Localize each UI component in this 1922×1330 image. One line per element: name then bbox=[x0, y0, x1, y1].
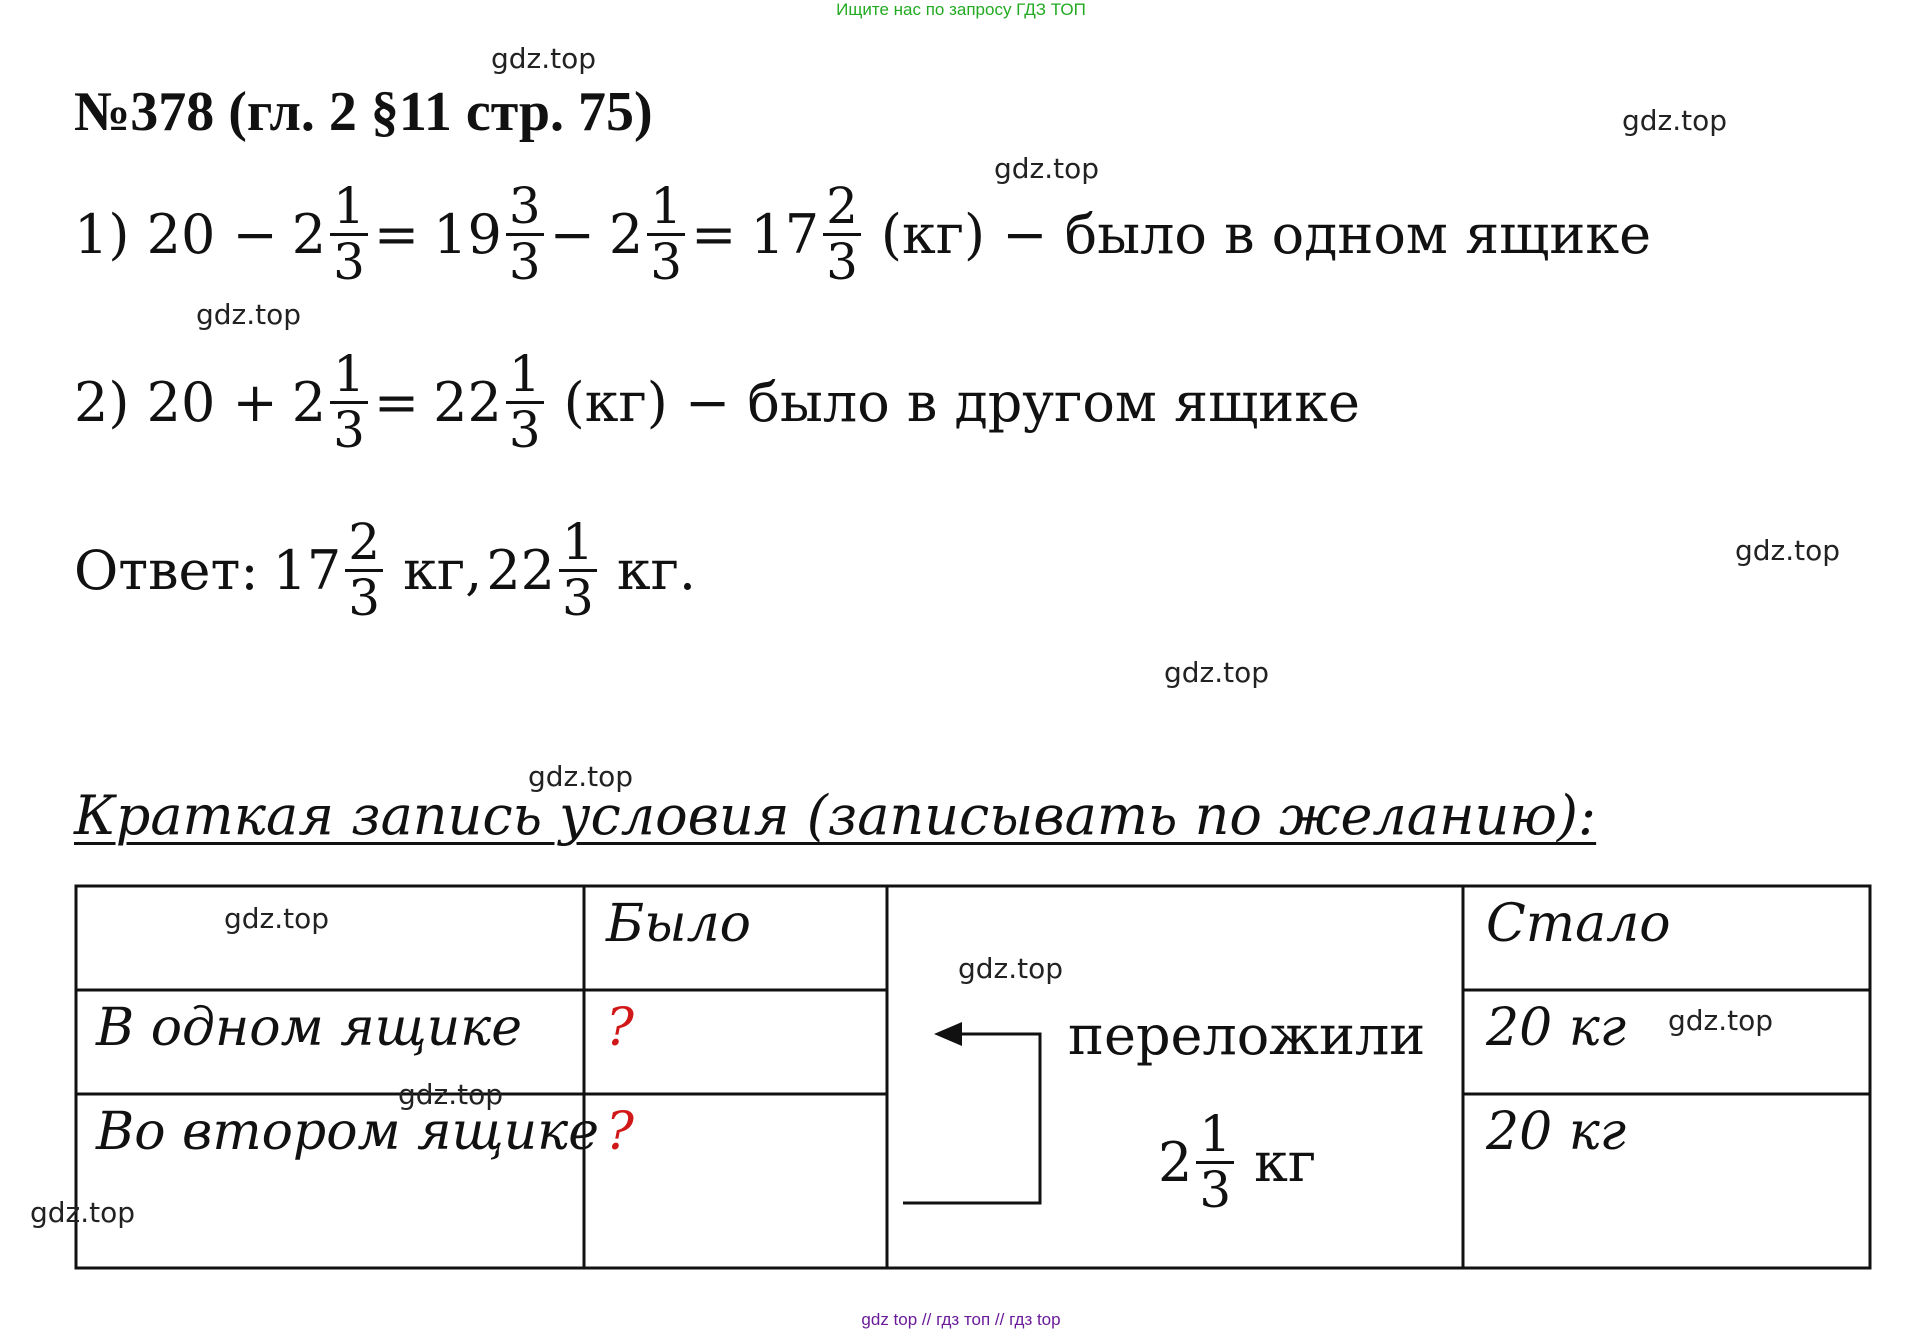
footer-text: gdz top // гдз топ // гдз top bbox=[861, 1310, 1061, 1329]
watermark: gdz.top bbox=[491, 42, 597, 75]
denominator: 3 bbox=[823, 233, 861, 289]
answer-prefix: Ответ: bbox=[74, 538, 259, 602]
watermark: gdz.top bbox=[1164, 656, 1270, 689]
answer-unit: кг, bbox=[403, 538, 483, 602]
numerator: 1 bbox=[333, 345, 365, 403]
row-label-second-box: Во втором ящике bbox=[96, 1102, 599, 1162]
moved-unit: кг bbox=[1254, 1130, 1317, 1194]
step-1-prefix: 1) 20 − bbox=[74, 202, 278, 266]
whole-part: 2 bbox=[608, 202, 644, 266]
step-2-suffix: (кг) − было в другом ящике bbox=[563, 370, 1360, 434]
denominator: 3 bbox=[559, 569, 597, 625]
whole-part: 22 bbox=[486, 538, 556, 602]
step-2-prefix: 2) 20 + bbox=[74, 370, 278, 434]
watermark: gdz.top bbox=[994, 152, 1100, 185]
header-was: Было bbox=[606, 894, 751, 954]
problem-title: №378 (гл. 2 §11 стр. 75) bbox=[74, 81, 653, 143]
numerator: 1 bbox=[333, 177, 365, 235]
footer-links bbox=[0, 1310, 1922, 1330]
moved-amount bbox=[1158, 1105, 1317, 1219]
watermark: gdz.top bbox=[1735, 534, 1841, 567]
denominator: 3 bbox=[1196, 1161, 1234, 1217]
unknown-mark: ? bbox=[606, 1102, 634, 1162]
watermark: gdz.top bbox=[224, 902, 330, 935]
denominator: 3 bbox=[506, 401, 544, 457]
watermark: gdz.top bbox=[528, 760, 634, 793]
denominator: 3 bbox=[506, 233, 544, 289]
whole-part: 2 bbox=[1158, 1130, 1193, 1194]
denominator: 3 bbox=[345, 569, 383, 625]
mixed-number bbox=[1158, 1105, 1240, 1219]
answer-unit: кг. bbox=[616, 538, 697, 602]
fraction bbox=[1196, 1105, 1234, 1219]
watermark: gdz.top bbox=[1622, 104, 1728, 137]
unknown-mark: ? bbox=[606, 998, 634, 1058]
numerator: 1 bbox=[650, 177, 683, 235]
watermark: gdz.top bbox=[1668, 1004, 1774, 1037]
numerator: 2 bbox=[826, 177, 858, 235]
whole-part: 17 bbox=[750, 202, 820, 266]
equals-sign: = bbox=[373, 202, 420, 266]
watermark: gdz.top bbox=[398, 1078, 504, 1111]
watermark: gdz.top bbox=[30, 1196, 136, 1229]
condition-heading: Краткая запись условия (записывать по желанию): bbox=[74, 784, 1597, 847]
whole-part: 17 bbox=[272, 538, 342, 602]
numerator: 1 bbox=[508, 345, 541, 403]
watermark: gdz.top bbox=[958, 952, 1064, 985]
whole-part: 19 bbox=[433, 202, 502, 266]
numerator: 1 bbox=[562, 513, 594, 571]
numerator: 3 bbox=[508, 177, 541, 235]
equals-sign: = bbox=[691, 202, 737, 266]
transfer-arrow bbox=[903, 1022, 1040, 1203]
denominator: 3 bbox=[330, 401, 368, 457]
minus-sign: − bbox=[549, 202, 595, 266]
step-1-suffix: (кг) − было в одном ящике bbox=[880, 202, 1652, 266]
numerator: 1 bbox=[1199, 1105, 1232, 1163]
whole-part: 2 bbox=[291, 202, 327, 266]
whole-part: 22 bbox=[433, 370, 502, 434]
equals-sign: = bbox=[373, 370, 420, 434]
row-label-first-box: В одном ящике bbox=[96, 998, 523, 1058]
denominator: 3 bbox=[647, 233, 685, 289]
numerator: 2 bbox=[348, 513, 381, 571]
became-first-box: 20 кг bbox=[1486, 998, 1627, 1058]
header-became: Стало bbox=[1486, 894, 1671, 954]
denominator: 3 bbox=[330, 233, 368, 289]
became-second-box: 20 кг bbox=[1486, 1102, 1627, 1162]
watermark: gdz.top bbox=[196, 298, 302, 331]
top-banner: Ищите нас по запросу ГДЗ ТОП bbox=[836, 0, 1086, 19]
whole-part: 2 bbox=[291, 370, 327, 434]
moved-label: переложили bbox=[1068, 1004, 1426, 1067]
